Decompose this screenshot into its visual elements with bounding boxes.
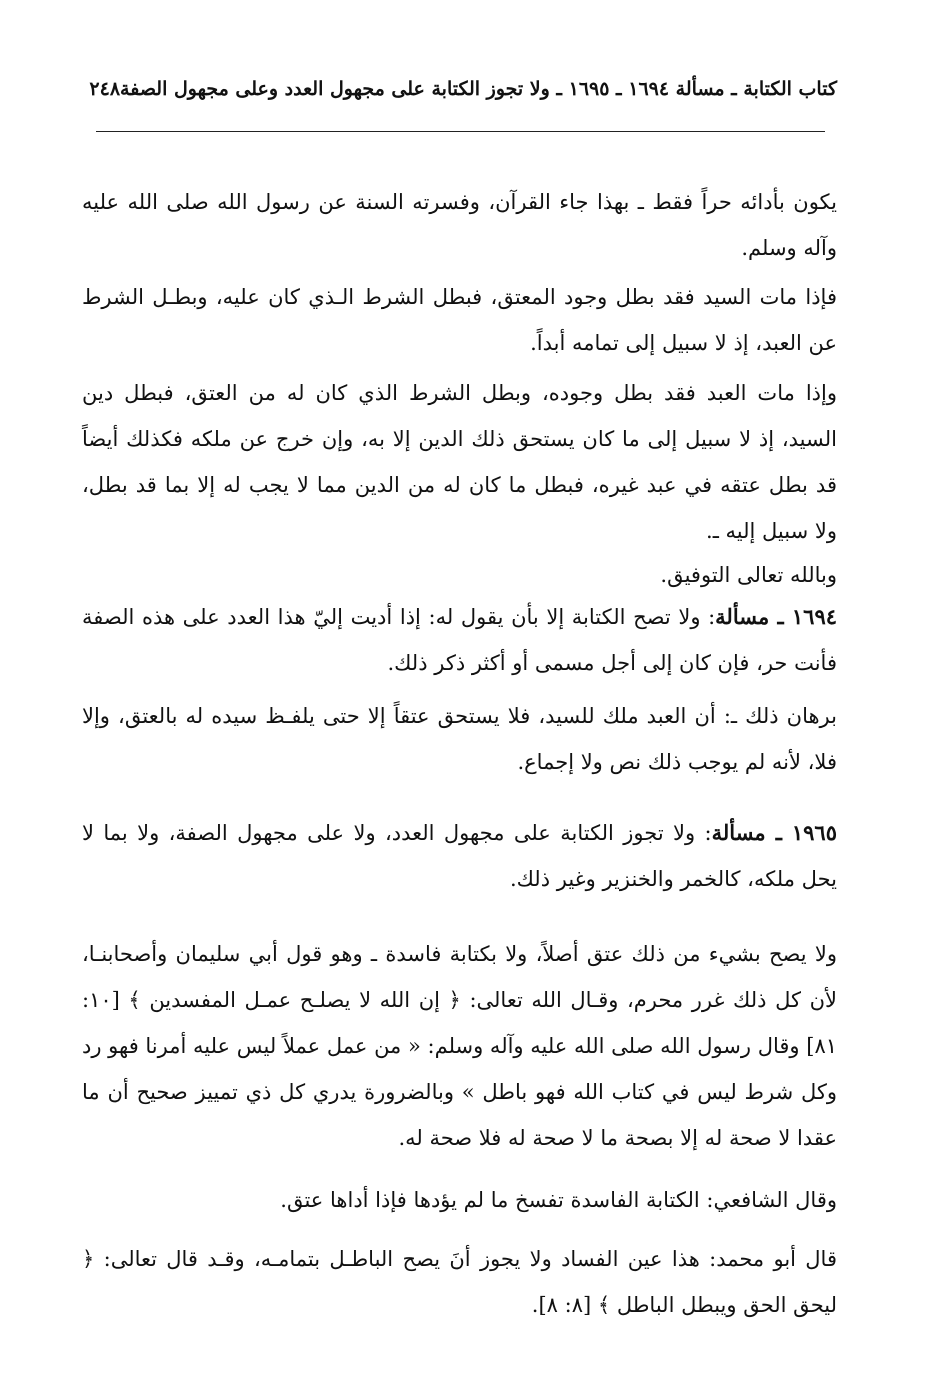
paragraph: ولا يصح بشيء من ذلك عتق أصلاً، ولا بكتابة فاسدة ـ وهو قول أبي سليمان وأصحابنـا، لأن كل ذلك غرر محرم، وقـال الله تعالى: ﴿ إن الله لا يصلـح عمـل المفسدين ﴾ [١٠: ٨١] وقال رسول الله صلى الله عليه وآله وسلم: « من عمل عملاً ليس عليه أمرنا فهو رد وكل شرط ليس في كتاب الله فهو باطل » وبالضرورة يدري كل ذي تمييز صحيح أن ما عقدا لا صحة له إلا بصحة ما لا صحة له فلا صحة له.: [82, 942, 837, 1150]
issue-paragraph: ١٩٦٥ ـ مسألة: ولا تجوز الكتابة على مجهول العدد، ولا على مجهول الصفة، ولا بما لا يحل ملكه، كالخمر والخنزير وغير ذلك.: [82, 820, 837, 891]
paragraph: فإذا مات السيد فقد بطل وجود المعتق، فبطل الشرط الـذي كان عليه، وبطـل الشرط عن العبد، إذ لا سبيل إلى تمامه أبداً.: [82, 285, 837, 355]
running-header: [89, 78, 837, 100]
issue-number: ١٩٦٥ ـ مسألة: [711, 820, 837, 845]
issue-number: ١٦٩٤ ـ مسألة: [715, 604, 838, 629]
paragraph: وإذا مات العبد فقد بطل وجوده، وبطل الشرط الذي كان له من العتق، فبطل دين السيد، إذ لا سبيل إلى ما كان يستحق ذلك الدين إلا به، وإن خرج عن ملكه فكذلك أيضاً قد بطل عتقه في عبد غيره، فبطل ما كان له من الدين مما لا يجب له إلا بما قد بطل، ولا سبيل إليه ـ.: [82, 381, 837, 543]
paragraph: برهان ذلك ـ: أن العبد ملك للسيد، فلا يستحق عتقاً إلا حتى يلفـظ سيده له بالعتق، وإلا فلا، لأنه لم يوجب ذلك نص ولا إجماع.: [82, 704, 837, 774]
paragraph: يكون بأدائه حراً فقط ـ بهذا جاء القرآن، وفسرته السنة عن رسول الله صلى الله عليه وآله وسلم.: [82, 190, 837, 260]
page-number: ٢٤٨: [89, 78, 121, 100]
header-divider: [96, 131, 825, 132]
paragraph: وبالله تعالى التوفيق.: [660, 563, 837, 587]
paragraph: قال أبو محمد: هذا عين الفساد ولا يجوز أنَ يصح الباطـل بتمامـه، وقـد قال تعالى: ﴿ ليحق الحق ويبطل الباطل ﴾ [٨: ٨].: [82, 1247, 837, 1317]
issue-paragraph: ١٦٩٤ ـ مسألة: ولا تصح الكتابة إلا بأن يقول له: إذا أديت إليّ هذا العدد على هذه الصفة فأنت حر، فإن كان إلى أجل مسمى أو أكثر ذكر ذلك.: [82, 604, 838, 675]
paragraph: وقال الشافعي: الكتابة الفاسدة تفسخ ما لم يؤدها فإذا أداها عتق.: [280, 1188, 837, 1212]
header-title: كتاب الكتابة ـ مسألة ١٦٩٤ ـ ١٦٩٥ ـ ولا تجوز الكتابة على مجهول العدد وعلى مجهول الصفة: [120, 78, 837, 100]
